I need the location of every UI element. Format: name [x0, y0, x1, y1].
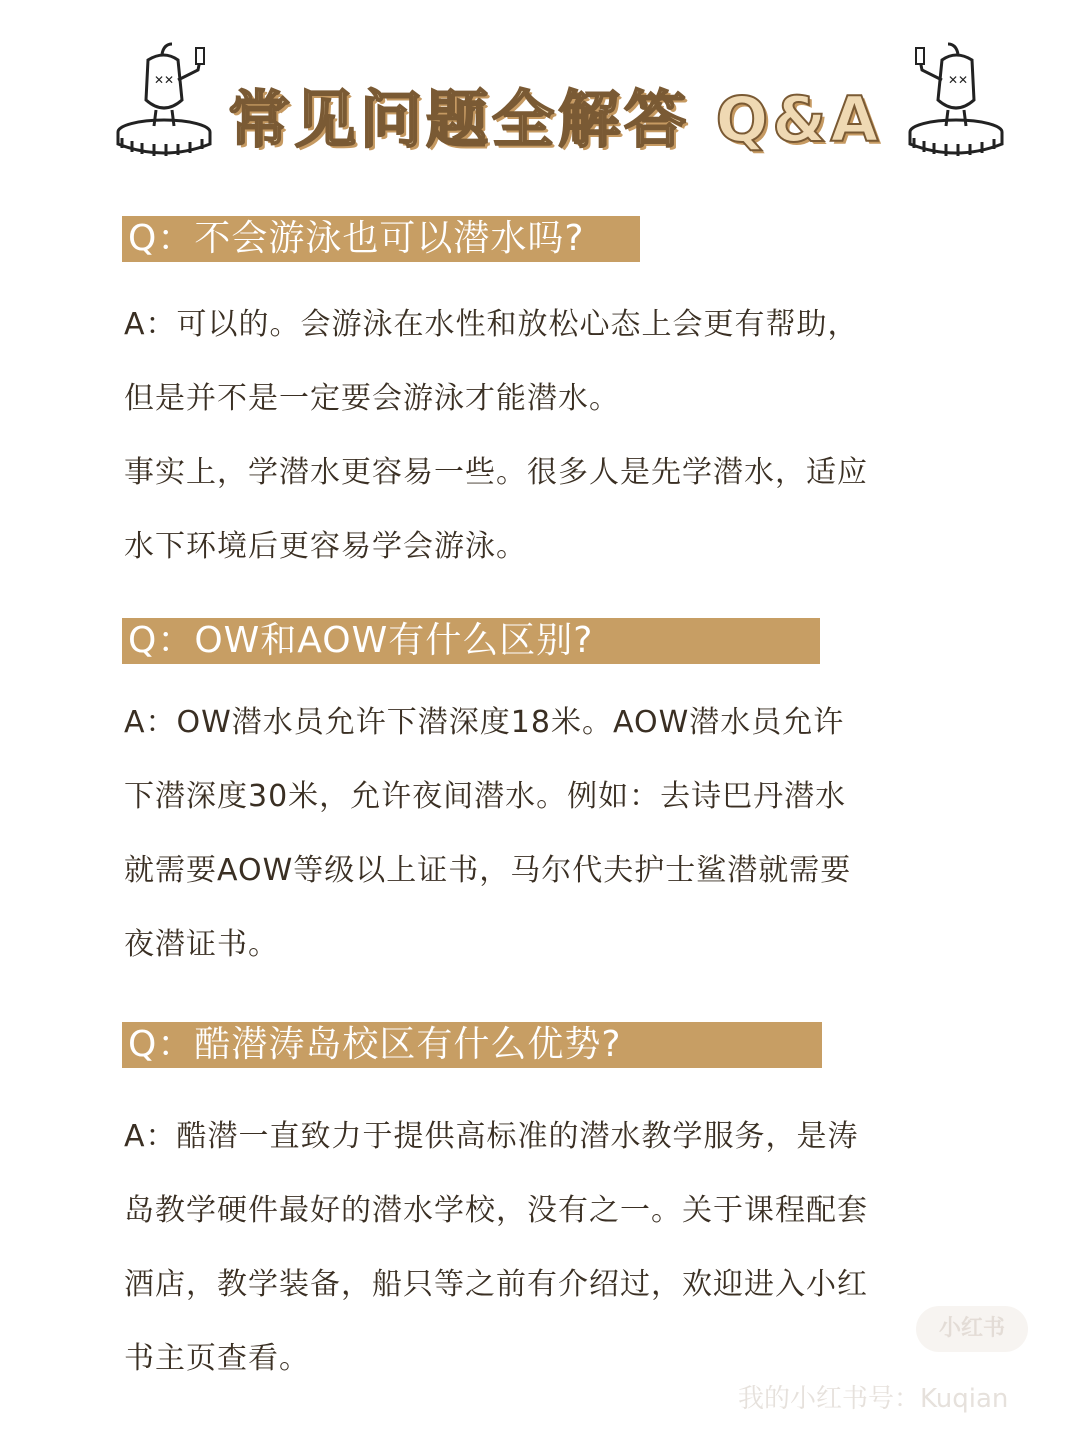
answer-line: 下潜深度30米，允许夜间潜水。例如：去诗巴丹潜水 [124, 779, 847, 814]
answer-line: A：可以的。会游泳在水性和放松心态上会更有帮助， [124, 307, 859, 342]
page-title: 常见问题全解答 Q&A [228, 83, 883, 156]
answer-line: 酒店，教学装备，船只等之前有介绍过，欢迎进入小红 [124, 1267, 868, 1302]
answer-line: 就需要AOW等级以上证书，马尔代夫护士鲨潜就需要 [124, 853, 852, 888]
answer-line: 书主页查看。 [124, 1341, 310, 1376]
answer-line: 夜潜证书。 [124, 927, 279, 962]
watermark-badge: 小红书 [916, 1306, 1028, 1352]
answer-line: 但是并不是一定要会游泳才能潜水。 [124, 381, 620, 416]
pepper-mascot-icon [114, 40, 214, 160]
svg-text:✕✕: ✕✕ [948, 73, 969, 87]
answer-line: A：酷潜一直致力于提供高标准的潜水教学服务，是涛 [124, 1119, 859, 1154]
answer-line: A：OW潜水员允许下潜深度18米。AOW潜水员允许 [124, 705, 845, 740]
svg-text:✕✕: ✕✕ [154, 73, 175, 87]
question-heading: Q：不会游泳也可以潜水吗? [122, 216, 640, 262]
answer-line: 岛教学硬件最好的潜水学校，没有之一。关于课程配套 [124, 1193, 868, 1228]
pepper-mascot-icon [906, 40, 1006, 160]
question-heading: Q：酷潜涛岛校区有什么优势? [122, 1022, 822, 1068]
answer-block [124, 1100, 964, 1396]
watermark-account: 我的小红书号：Kuqian [738, 1384, 1009, 1414]
page-header [0, 30, 1080, 156]
answer-block [124, 686, 964, 982]
answer-line: 水下环境后更容易学会游泳。 [124, 529, 527, 564]
question-heading: Q：OW和AOW有什么区别? [122, 618, 820, 664]
answer-line: 事实上，学潜水更容易一些。很多人是先学潜水，适应 [124, 455, 868, 490]
answer-block [124, 288, 964, 584]
